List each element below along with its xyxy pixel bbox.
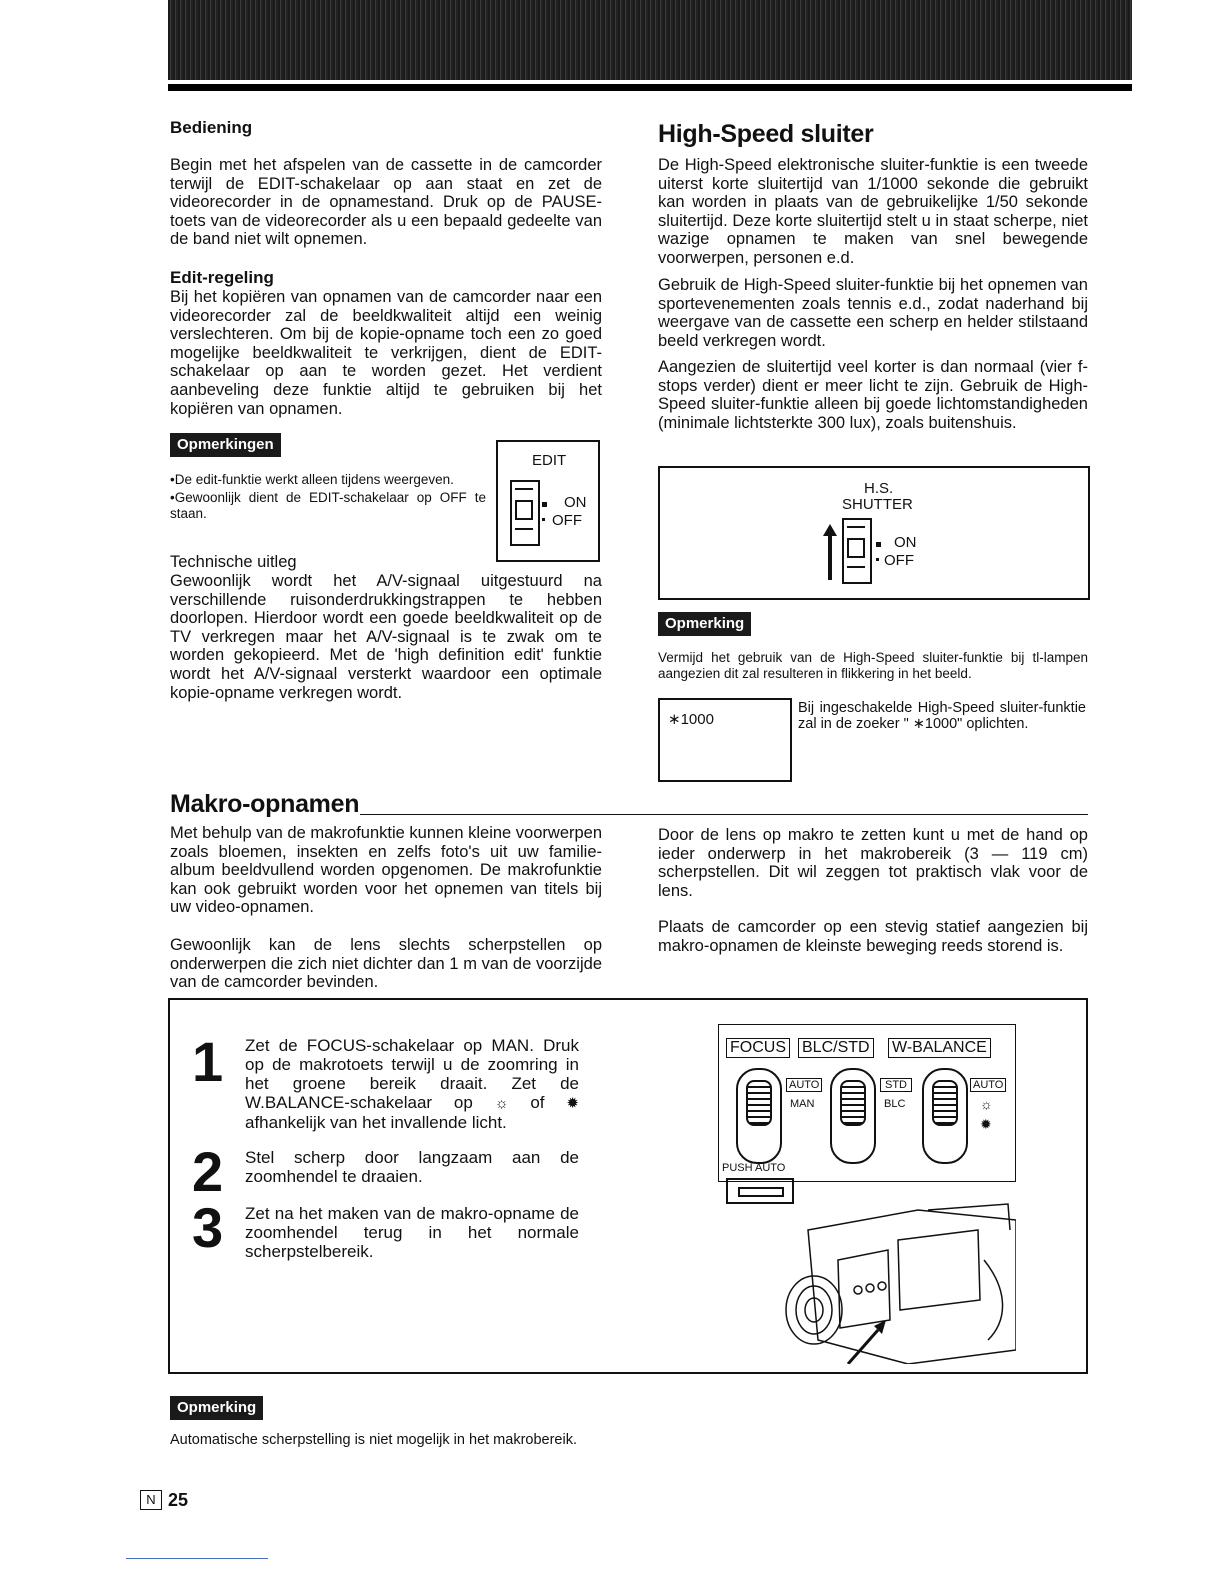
edit-switch-body [510,480,540,546]
edit-switch-label: EDIT [532,452,567,469]
up-arrow-head-icon [823,524,837,536]
hs-label-2: SHUTTER [842,496,913,513]
focus-man: MAN [790,1098,815,1110]
blc-std-std: STD [880,1078,912,1092]
opmerking-tag-bottom: Opmerking [170,1396,263,1420]
note-item: •Gewoonlijk dient de EDIT-schakelaar op OFF te staan. [170,490,486,521]
hs-switch-off: OFF [884,552,914,569]
bediening-heading: Bediening [170,118,253,137]
hs-switch-body [842,518,872,584]
blc-std-label: BLC/STD [798,1038,874,1058]
page-number: 25 [168,1490,189,1510]
edit-text: Bij het kopiëren van opnamen van de camcorder naar een videorecorder zal de beeldkwaliteit altijd een weinig verslechteren. Om bij de kopie-opname toch een zo goed mogelijke beeldkwaliteit te verkrijgen, dient de EDIT-schakelaar op aan te worden gezet. Het verdient aanbeveling deze funktie altijd te gebruiken bij het kopiëren van opnamen. [170,288,602,418]
technische-text: Gewoonlijk wordt het A/V-signaal uitgestuurd na verschillende ruisonderdrukkingstrappen te hebben doorlopen. Hierdoor wordt een goede beeldkwaliteit op de TV verkregen maar het A/V-signaal is te zwak om te worden gekopieerd. Met de 'high definition edit' funktie wordt het A/V-signaal versterkt waardoor een optimale kopie-opname verkregen wordt. [170,572,602,702]
opmerking-tag-right: Opmerking [658,612,751,636]
header-rule [168,84,1132,91]
push-auto-label: PUSH AUTO [722,1162,786,1174]
up-arrow-icon [828,532,832,580]
makro-heading: Makro-opnamen [170,790,360,818]
wb-switch-knob [932,1080,958,1126]
hs-paragraph-3: Aangezien de sluitertijd veel korter is dan normaal (vier f-stops verder) dient er meer licht te zijn. Gebruik de High-Speed sluiter-funktie alleen bij goede lichtomstandigheden (minimale lichtsterkte 300 lux), zoals buitenshuis. [658,358,1088,432]
opmerking-text-bottom: Automatische scherpstelling is niet mogelijk in het makrobereik. [170,1432,577,1448]
technische-heading: Technische uitleg [170,553,297,571]
edit-switch-diagram [496,440,600,562]
focus-auto: AUTO [786,1078,822,1092]
hs-paragraph-1: De High-Speed elektronische sluiter-funktie is een tweede uiterst korte sluitertijd van 1/1000 sekonde die gebruikt kan worden in plaats van de gebruikelijke 1/50 sekonde sluitertijd. Deze korte sluitertijd stelt u in staat scherpe, niet wazige opnamen te maken van snel bewegende voorwerpen, personen e.d. [658,156,1088,267]
bulb-icon: ✹ [980,1116,992,1132]
makro-rule [360,814,1088,815]
step-1-text-b: of [530,1093,545,1112]
viewfinder-box [658,698,792,782]
edit-switch-knob [515,500,533,520]
focus-label: FOCUS [726,1038,790,1058]
viewfinder-caption: Bij ingeschakelde High-Speed sluiter-funktie zal in de zoeker " ∗1000" oplichten. [798,700,1086,732]
hs-paragraph-2: Gebruik de High-Speed sluiter-funktie bij het opnemen van sportevenementen zoals tennis e.d., zodat naderhand bij weergave van de cassette een scherp en helder stilstaand beeld verkregen wordt. [658,276,1088,350]
step-number: 2 [192,1140,224,1203]
edit-switch-on: ON [564,494,587,511]
step-2-text: Stel scherp door langzaam aan de zoomhendel te draaien. [245,1148,579,1186]
opmerkingen-tag: Opmerkingen [170,433,281,457]
bediening-text: Begin met het afspelen van de cassette in de camcorder terwijl de EDIT-schakelaar op aan staat en zet de videorecorder in de opnamestand. Druk op de PAUSE-toets van de videorecorder als u een bepaald gedeelte van de band niet wilt opnemen. [170,156,602,249]
camcorder-illustration [778,1200,1016,1364]
footer-line [126,1558,268,1559]
w-balance-switch [922,1068,968,1164]
step-number: 1 [192,1030,224,1093]
off-dot [876,558,879,561]
hs-switch-on: ON [894,534,917,551]
hs-heading: High-Speed sluiter [658,120,874,148]
blc-switch-knob [840,1080,866,1126]
opmerking-text-right: Vermijd het gebruik van de High-Speed sluiter-funktie bij tl-lampen aangezien dit zal resulteren in flikkering in het beeld. [658,650,1088,681]
focus-switch-knob [746,1080,772,1126]
step-1-text [245,1036,579,1132]
language-badge: N [140,1490,162,1510]
header-band [168,0,1132,80]
w-balance-label: W-BALANCE [888,1038,991,1058]
wb-auto: AUTO [970,1078,1006,1092]
blc-std-blc: BLC [884,1098,906,1110]
step-1-text-c: afhankelijk van het invallende licht. [245,1113,507,1132]
on-dot [542,502,547,507]
edit-heading: Edit-regeling [170,268,274,287]
viewfinder-text: ∗1000 [668,711,714,728]
sun-icon: ☼ [494,1095,509,1112]
notes-list [170,472,486,522]
makro-right-p2: Plaats de camcorder op een stevig statief aangezien bij makro-opnamen de kleinste beweging reeds storend is. [658,918,1088,955]
on-dot [876,542,881,547]
makro-right-p1: Door de lens op makro te zetten kunt u met de hand op ieder onderwerp in het makrobereik (3 — 119 cm) scherpstellen. Dit wil zeggen tot praktisch vlak voor de lens. [658,826,1088,900]
step-1-text-a: Zet de FOCUS-schakelaar op MAN. Druk op de makrotoets terwijl u de zoomring in het groene bereik draait. Zet de W.BALANCE-schakelaar op [245,1036,579,1112]
edit-switch-off: OFF [552,512,582,529]
off-dot [542,518,545,521]
sun-icon: ☼ [980,1096,993,1112]
step-number: 3 [192,1196,224,1259]
blc-std-switch [830,1068,876,1164]
camera-diagram [718,1024,1016,1364]
makro-left-p1: Met behulp van de makrofunktie kunnen kleine voorwerpen zoals bloemen, insekten en zelfs foto's uit uw familie-album beeldvullend worden opgenomen. De makrofunktie kan ook gebruikt worden voor het opnemen van titels bij uw video-opnamen. [170,824,603,917]
focus-switch [736,1068,782,1164]
hs-shutter-diagram [658,466,1090,600]
pointer-arrow-icon [848,1330,878,1364]
hs-label-1: H.S. [864,480,894,497]
step-3-text: Zet na het maken van de makro-opname de zoomhendel terug in het normale scherpstelbereik. [245,1204,579,1261]
hs-switch-knob [847,538,865,558]
makro-left-p2: Gewoonlijk kan de lens slechts scherpstellen op onderwerpen die zich niet dichter dan 1 m van de voorzijde van de camcorder bevinden. [170,936,602,992]
bulb-icon: ✹ [566,1095,579,1112]
note-item: •De edit-funktie werkt alleen tijdens weergeven. [170,472,454,487]
